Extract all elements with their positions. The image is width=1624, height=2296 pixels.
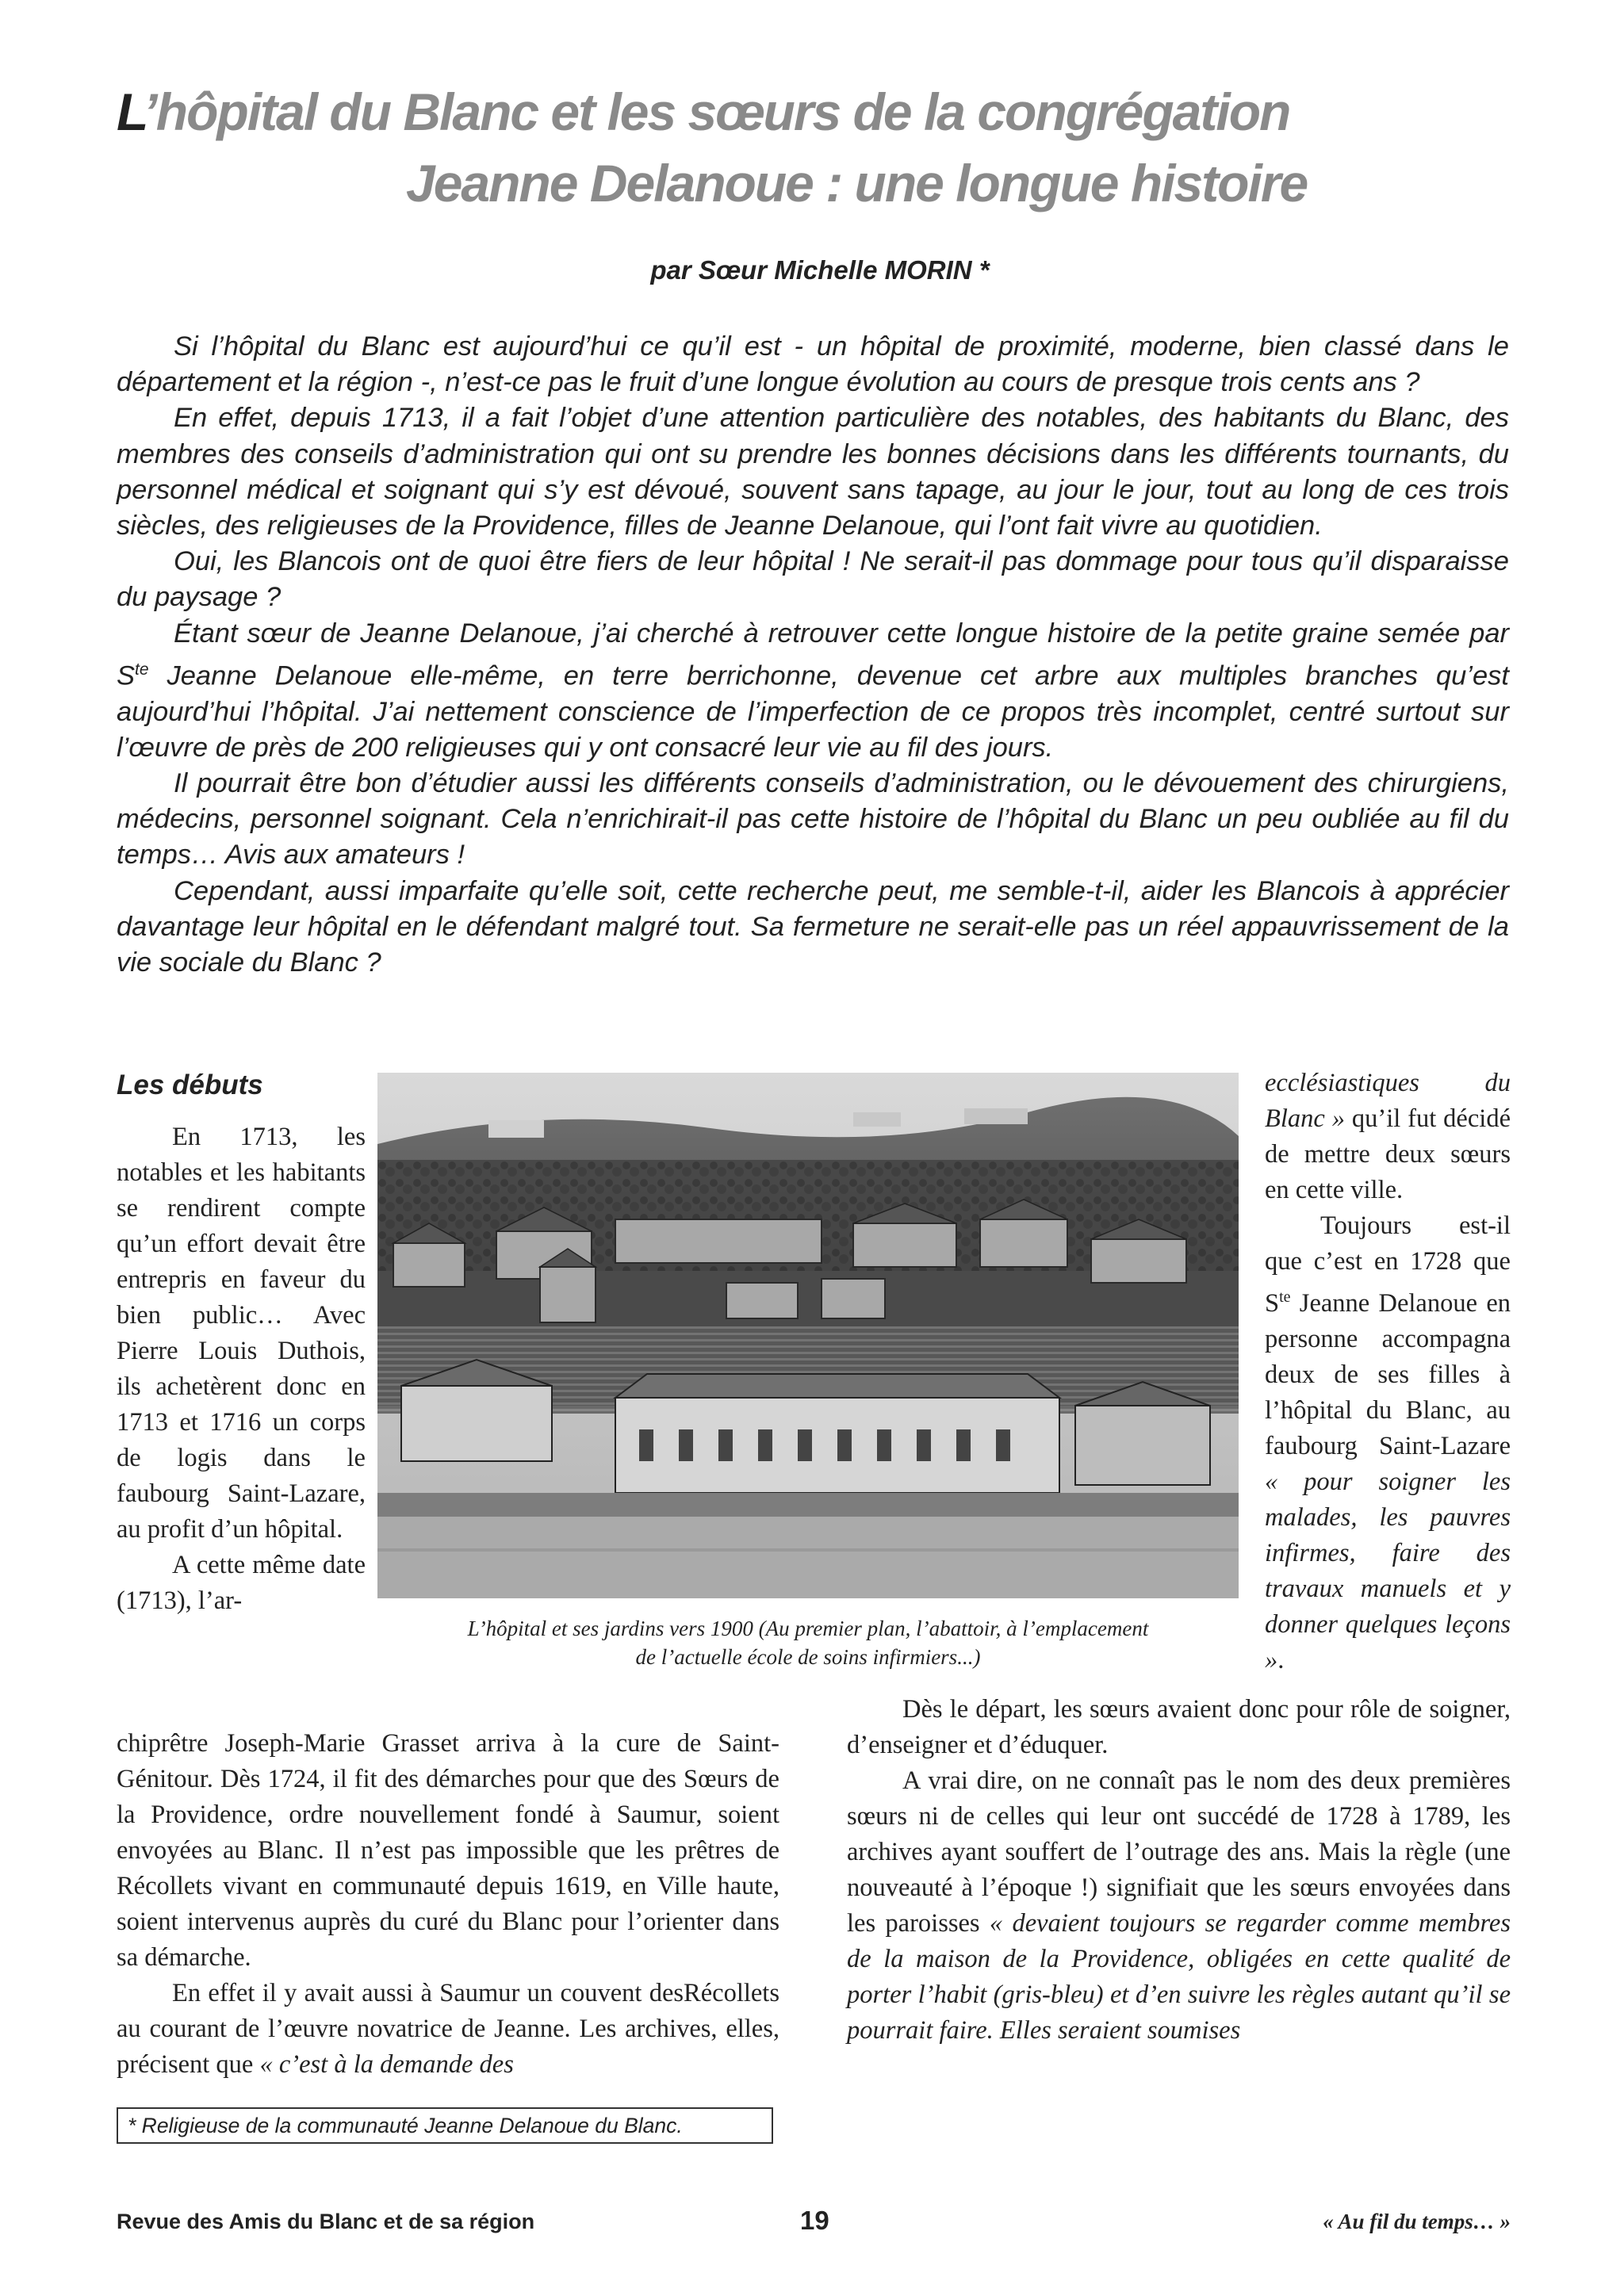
body-text: Toujours est-il que c’est en 1728 que S bbox=[1265, 1211, 1511, 1318]
photo-caption bbox=[377, 1614, 1239, 1671]
body-paragraph bbox=[1265, 1066, 1511, 1208]
column-bottom-left bbox=[117, 1726, 779, 2083]
quote-text: « c’est à la demande des bbox=[259, 2050, 514, 2079]
intro-paragraph-4-a: Étant sœur de Jeanne Delanoue, j’ai cherché à retrouver cette longue histoire de la petite graine semée par S bbox=[117, 618, 1509, 691]
byline: par Sœur Michelle MORIN * bbox=[650, 255, 990, 285]
body-text: Jeanne Delanoue en personne accompagna deux de ses filles à l’hôpital du Blanc, au faubourg Saint-Lazare bbox=[1265, 1288, 1511, 1460]
body-paragraph bbox=[117, 1976, 779, 2083]
intro-paragraph-5: Il pourrait être bon d’étudier aussi les différents conseils d’administration, ou le dévouement des chirurgiens, médecins, personnel soignant. Cela n’enrichirait-il pas cette histoire de l’hôpital du Blanc un peu oubliée au fil du temps… Avis aux amateurs ! bbox=[117, 767, 1509, 871]
body-text: . bbox=[1277, 1645, 1285, 1674]
intro-paragraph-4-b: Jeanne Delanoue elle-même, en terre berrichonne, devenue cet arbre aux multiples branches qu’est aujourd’hui l’hôpital. J’ai nettement conscience de l’imperfection de ce propos très incomplet, centré surtout sur l’œuvre de près de 200 religieuses qui y ont consacré leur vie au fil des jours. bbox=[117, 660, 1509, 763]
page-number: 19 bbox=[800, 2206, 829, 2235]
intro-paragraph-6: Cependant, aussi imparfaite qu’elle soit, cette recherche peut, me semble-t-il, aider les Blancois à apprécier davantage leur hôpital en le défendant malgré tout. Sa fermeture ne serait-elle pas un réel appauvrissement de la vie sociale du Blanc ? bbox=[117, 875, 1509, 978]
caption-line-2: de l’actuelle école de soins infirmiers...) bbox=[635, 1645, 981, 1669]
body-paragraph bbox=[1265, 1208, 1511, 1678]
intro-paragraph-4 bbox=[117, 616, 1509, 766]
introduction bbox=[117, 329, 1509, 981]
column-left-narrow bbox=[117, 1119, 366, 1619]
footnote: * Religieuse de la communauté Jeanne Delanoue du Blanc. bbox=[117, 2107, 773, 2144]
photo-road bbox=[377, 1493, 1239, 1517]
intro-paragraph-2: En effet, depuis 1713, il a fait l’objet d’une attention particulière des notables, des habitants du Blanc, des membres des conseils d’administration qui ont su prendre les bonnes décisions dans les différents tournants, du personnel médical et soignant qui s’y est dévoué, souvent sans tapage, au jour le jour, tout au long de ces trois siècles, des religieuses de la Providence, filles de Jeanne Delanoue, qui l’ont fait vivre au quotidien. bbox=[117, 403, 1509, 541]
quote-text: ecclésiastiques du Blanc » bbox=[1265, 1069, 1511, 1133]
footer-series-title: « Au fil du temps… » bbox=[1323, 2210, 1511, 2233]
caption-line-1: L’hôpital et ses jardins vers 1900 (Au premier plan, l’abattoir, à l’emplacement bbox=[467, 1617, 1149, 1640]
quote-text: « pour soigner les malades, les pauvres infirmes, faire des travaux manuels et y donner quelques leçons » bbox=[1265, 1467, 1511, 1674]
body-text: En effet il y avait aussi à Saumur un couvent desRécollets au courant de l’œuvre novatrice de Jeanne. Les archives, elles, précisent que bbox=[117, 1979, 779, 2079]
photo-river bbox=[377, 1517, 1239, 1598]
historic-photograph bbox=[377, 1073, 1239, 1598]
column-right-narrow bbox=[1265, 1066, 1511, 1678]
title-line-1-text: ’hôpital du Blanc et les sœurs de la congrégation bbox=[143, 82, 1290, 141]
quote-text: « devaient toujours se regarder comme membres de la maison de la Providence, obligées en cette qualité de porter l’habit (gris-bleu) et d’en suivre les règles autant qu’il se pourrait faire. Elles seraient soumises bbox=[847, 1909, 1511, 2045]
body-paragraph: A cette même date (1713), l’ar- bbox=[117, 1551, 366, 1615]
column-bottom-right bbox=[847, 1695, 1511, 2049]
superscript-te: te bbox=[135, 660, 149, 679]
intro-paragraph-3: Oui, les Blancois ont de quoi être fiers de leur hôpital ! Ne serait-il pas dommage pour tous qu’il disparaisse du paysage ? bbox=[117, 546, 1509, 613]
article-title-line-1 bbox=[117, 82, 1290, 141]
footer-journal-name: Revue des Amis du Blanc et de sa région bbox=[117, 2210, 535, 2233]
body-text: qu’il fut décidé de mettre deux sœurs en cette ville. bbox=[1265, 1104, 1511, 1204]
photo-illustration bbox=[377, 1073, 1239, 1598]
body-paragraph: chiprêtre Joseph-Marie Grasset arriva à la cure de Saint-Génitour. Dès 1724, il fit des démarches pour que des Sœurs de la Providence, ordre nouvellement fondé à Saumur, soient envoyées au Blanc. Il n’est pas impossible que les prêtres de Récollets vivant en communauté depuis 1619, en Ville haute, soient intervenus auprès du curé du Blanc pour l’orienter dans sa démarche. bbox=[117, 1729, 779, 1972]
intro-paragraph-1: Si l’hôpital du Blanc est aujourd’hui ce qu’il est - un hôpital de proximité, moderne, bien classé dans le département et la région -, n’est-ce pas le fruit d’une longue évolution au cours de presque trois cents ans ? bbox=[117, 331, 1509, 398]
photo-house bbox=[401, 1386, 552, 1461]
article-title-line-2: Jeanne Delanoue : une longue histoire bbox=[406, 154, 1308, 212]
body-paragraph bbox=[847, 1763, 1511, 2049]
body-text: A vrai dire, on ne connaît pas le nom des deux premières sœurs ni de celles qui leur ont succédé de 1728 à 1789, les archives ayant souffert de l’outrage des ans. Mais la règle (une nouveauté à l’époque !) signifiait que les sœurs envoyées dans les paroisses bbox=[847, 1766, 1511, 1938]
title-initial: L bbox=[117, 82, 144, 141]
superscript-te: te bbox=[1279, 1288, 1291, 1306]
section-heading: Les débuts bbox=[117, 1070, 263, 1100]
body-paragraph: Dès le départ, les sœurs avaient donc pour rôle de soigner, d’enseigner et d’éduquer. bbox=[847, 1695, 1511, 1759]
body-paragraph: En 1713, les notables et les habitants se rendirent compte qu’un effort devait être entrepris en faveur du bien public… Avec Pierre Louis Duthois, ils achetèrent donc en 1713 et 1716 un corps de logis dans le faubourg Saint-Lazare, au profit d’un hôpital. bbox=[117, 1123, 366, 1544]
